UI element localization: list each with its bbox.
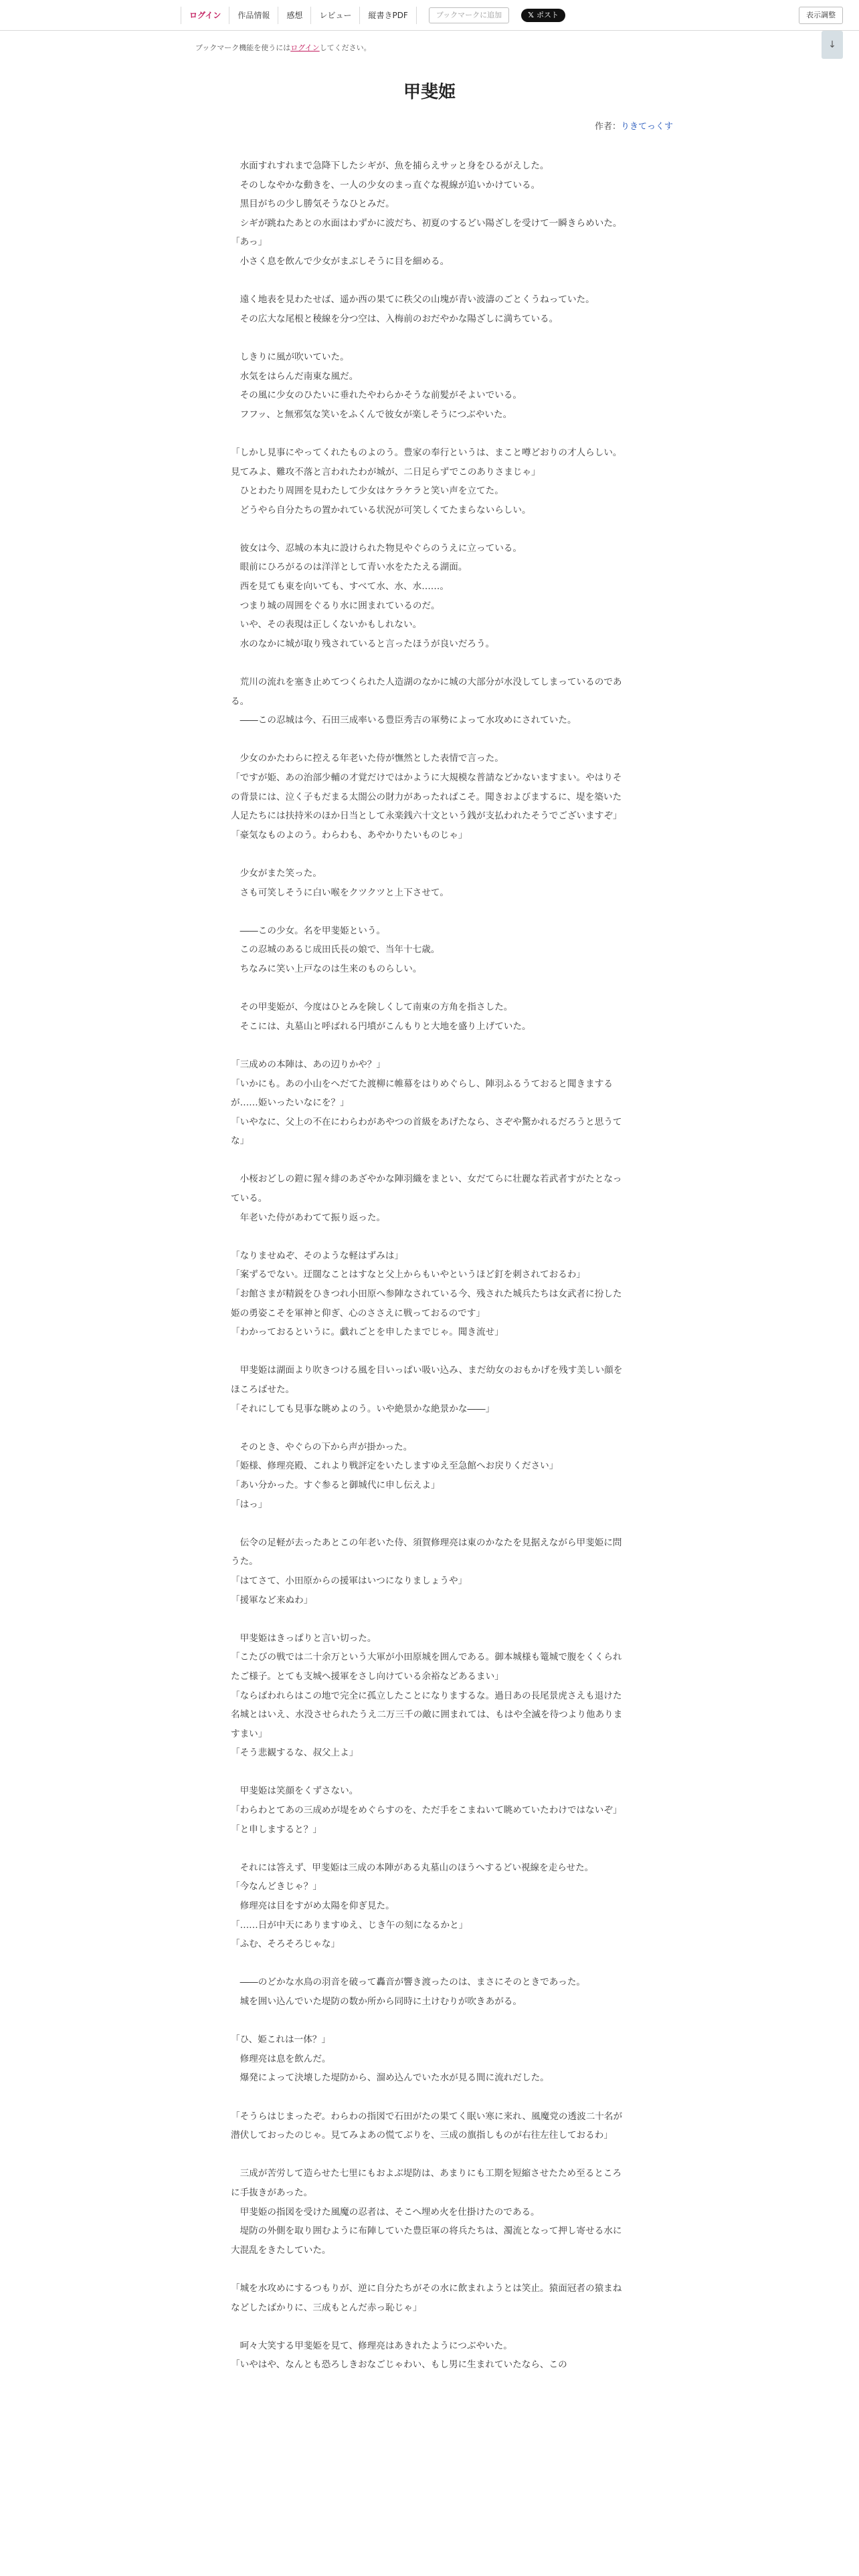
- x-logo-icon: 𝕏: [528, 11, 534, 19]
- novel-line: 遠く地表を見わたせば、遥か西の果てに秩父の山塊が青い波濤のごとくうねっていた。: [231, 294, 595, 306]
- paragraph-gap: [231, 902, 627, 922]
- paragraph-gap: [231, 1954, 627, 1973]
- novel-body: [231, 156, 627, 2375]
- paragraph-gap: [231, 1418, 627, 1438]
- review-link[interactable]: レビュー: [311, 7, 360, 24]
- bookmark-login-notice: [195, 42, 371, 53]
- novel-line: 「いやなに、父上の不在にわらわがあやつの首級をあげたなら、さぞや驚かれるだろうと思うてな」: [231, 1116, 622, 1147]
- novel-line: 「わかっておるというに。戯れごとを申したまでじゃ。聞き流せ」: [231, 1327, 504, 1338]
- display-settings-button[interactable]: 表示調整: [799, 7, 843, 24]
- novel-line: シギが跳ねたあとの水面はわずかに波だち、初夏のするどい陽ざしを受けて一瞬きらめいた。: [231, 217, 622, 229]
- novel-line: 堤防の外側を取り囲むように布陣していた豊臣軍の将兵たちは、濁流となって押し寄せる水に大混乱をきたしていた。: [231, 2226, 622, 2256]
- paragraph-gap: [231, 328, 627, 348]
- novel-line: 眼前にひろがるのは洋洋として青い水をたたえる湖面。: [231, 562, 468, 573]
- vertical-pdf-link[interactable]: 縦書きPDF: [360, 7, 416, 24]
- novel-line: その甲斐姫が、今度はひとみを険しくして南東の方角を指さした。: [231, 1002, 513, 1013]
- novel-line: 「それにしても見事な眺めよのう。いや絶景かな絶景かな――」: [231, 1403, 495, 1414]
- paragraph-gap: [231, 1610, 627, 1629]
- top-nav: [181, 7, 565, 24]
- author-label: 作者：: [594, 122, 621, 132]
- novel-line: 「姫様、修理亮殿、これより戦評定をいたしますゆえ至急館へお戻りください」: [231, 1461, 559, 1472]
- novel-line: 黒目がちの少し勝気そうなひとみだ。: [231, 199, 395, 210]
- paragraph-gap: [231, 1036, 627, 1055]
- paragraph-gap: [231, 2145, 627, 2165]
- paragraph-gap: [231, 1514, 627, 1533]
- paragraph-gap: [231, 1342, 627, 1362]
- novel-line: 水気をはらんだ南東な風だ。: [231, 370, 359, 382]
- paragraph-gap: [231, 845, 627, 864]
- novel-line: 「三成めの本陣は、あの辺りかや？」: [231, 1059, 386, 1070]
- paragraph-gap: [231, 1839, 627, 1858]
- novel-line: 少女がまた笑った。: [231, 867, 322, 879]
- novel-line: 「ですが姫、あの治部少輔の才覚だけではかように大規模な普請などかないますまい。やはりその背景には、泣く子もだまる太閤公の財力があったればこそ。聞きおよびまするに、堤を築いた人足たちには扶持米のほか日当として永楽銭六十文という銭が支払われたそうでございますぞ」: [231, 772, 622, 822]
- novel-line: さも可笑しそうに白い喉をクツクツと上下させて。: [231, 887, 449, 898]
- novel-line: 「ひ、姫これは一体？」: [231, 2034, 330, 2046]
- novel-line: 「はてさて、小田原からの援軍はいつになりましょうや」: [231, 1575, 468, 1586]
- novel-line: 「城を水攻めにするつもりが、逆に自分たちがその水に飲まれようとは笑止。猿面冠者の猿まねなどしたばかりに、三成もとんだ赤っ恥じゃ」: [231, 2282, 622, 2313]
- novel-line: 伝令の足軽が去ったあとこの年老いた侍、須賀修理亮は東のかなたを見据えながら甲斐姫に問うた。: [231, 1537, 622, 1568]
- novel-line: それには答えず、甲斐姫は三成の本陣がある丸墓山のほうへするどい視線を走らせた。: [231, 1862, 594, 1873]
- arrow-down-icon: ↓: [828, 39, 836, 50]
- novel-line: 小さく息を飲んで少女がまぶしそうに目を細める。: [231, 255, 450, 267]
- novel-line: 「あい分かった。すぐ参ると御城代に申し伝えよ」: [231, 1479, 440, 1491]
- notice-login-link[interactable]: ログイン: [290, 43, 320, 52]
- novel-title: 甲斐姫: [403, 82, 456, 102]
- novel-line: 「そう悲観するな、叔父上よ」: [231, 1747, 359, 1759]
- novel-line: ちなみに笑い上戸なのは生来のものらしい。: [231, 963, 422, 974]
- novel-line: その風に少女のひたいに垂れたやわらかそうな前髪がそよいでいる。: [231, 390, 522, 401]
- novel-line: 「案ずるでない。迂闊なことはすなと父上からもいやというほど釘を刺されておるわ」: [231, 1269, 586, 1281]
- top-bar: [0, 0, 859, 31]
- novel-line: 「わらわとてあの三成めが堤をめぐらすのを、ただ手をこまねいて眺めていたわけではないぞ」: [231, 1805, 622, 1816]
- novel-line: 修理亮は息を飲んだ。: [231, 2053, 331, 2064]
- novel-line: 呵々大笑する甲斐姫を見て、修理亮はあきれたようにつぶやいた。: [231, 2340, 512, 2351]
- novel-line: 「……日が中天にありますゆえ、じき午の刻になるかと」: [231, 1919, 468, 1931]
- novel-line: 小桜おどしの鎧に猩々緋のあざやかな陣羽織をまとい、女だてらに壮麗な若武者すがたとなっている。: [231, 1174, 622, 1204]
- novel-line: 彼女は今、忍城の本丸に設けられた物見やぐらのうえに立っている。: [231, 542, 522, 554]
- novel-line: 水のなかに城が取り残されていると言ったほうが良いだろう。: [231, 638, 495, 649]
- author-line: [595, 119, 673, 132]
- novel-line: そこには、丸墓山と呼ばれる円墳がこんもりと大地を盛り上げていた。: [231, 1021, 531, 1032]
- novel-line: 「こたびの戦では二十余万という大軍が小田原城を囲んである。御本城様も篭城で腹をくくられたご様子。とても支城へ援軍をさし向けている余裕などあるまい」: [231, 1652, 622, 1682]
- novel-line: そのしなやかな動きを、一人の少女のまっ直ぐな視線が追いかけている。: [231, 179, 541, 191]
- novel-line: 西を見ても東を向いても、すべて水、水、水……。: [231, 581, 449, 593]
- novel-line: 荒川の流れを塞き止めてつくられた人造湖のなかに城の大部分が水没してしまっているのである。: [231, 677, 622, 707]
- paragraph-gap: [231, 1763, 627, 1782]
- novel-line: 少女のかたわらに控える年老いた侍が憮然とした表情で言った。: [231, 753, 504, 764]
- notice-text-after: してください。: [319, 43, 371, 52]
- novel-line: 「なりませぬぞ、そのような軽はずみは」: [231, 1250, 404, 1261]
- novel-line: ――この忍城は今、石田三成率いる豊臣秀吉の軍勢によって水攻めにされていた。: [231, 715, 577, 726]
- paragraph-gap: [231, 653, 627, 673]
- novel-line: この忍城のあるじ成田氏長の娘で、当年十七歳。: [231, 944, 440, 956]
- novel-line: 「あっ」: [231, 237, 268, 248]
- novel-line: 「お館さまが精鋭をひきつれ小田原へ参陣なされている今、残された城兵たちは女武者に扮した姫の勇姿こそを軍神と仰ぎ、心のささえに戦っておるのです」: [231, 1289, 622, 1319]
- paragraph-gap: [231, 1227, 627, 1247]
- novel-line: 三成が苦労して造らせた七里にもおよぶ堤防は、あまりにも工期を短縮させたため至るところに手抜きがあった。: [231, 2168, 622, 2198]
- novel-line: その広大な尾根と稜線を分つ空は、入梅前のおだやかな陽ざしに満ちている。: [231, 313, 559, 324]
- novel-line: いや、その表現は正しくないかもしれない。: [231, 619, 422, 631]
- novel-line: そのとき、やぐらの下から声が掛かった。: [231, 1441, 413, 1453]
- paragraph-gap: [231, 2012, 627, 2031]
- paragraph-gap: [231, 520, 627, 539]
- novel-line: 甲斐姫の指図を受けた風魔の忍者は、そこへ埋め火を仕掛けたのである。: [231, 2206, 540, 2218]
- paragraph-gap: [231, 1151, 627, 1170]
- paragraph-gap: [231, 730, 627, 750]
- paragraph-gap: [231, 2088, 627, 2107]
- x-post-label: ポスト: [536, 11, 559, 19]
- author-link[interactable]: りきてっくす: [620, 122, 673, 132]
- impressions-link[interactable]: 感想: [278, 7, 311, 24]
- paragraph-gap: [231, 272, 627, 291]
- novel-line: 「ならばわれらはこの地で完全に孤立したことになりまするな。過日あの長尾景虎さえも退けた名城とはいえ、水没させられたうえ二万三千の敵に囲まれては、もはや全滅を待つより他ありますまい」: [231, 1690, 623, 1739]
- novel-line: どうやら自分たちの置かれている状況が可笑しくてたまらないらしい。: [231, 504, 531, 516]
- paragraph-gap: [231, 424, 627, 443]
- bookmark-button[interactable]: ブックマークに追加: [429, 7, 509, 23]
- paragraph-gap: [231, 979, 627, 998]
- x-post-button[interactable]: [521, 9, 565, 22]
- novel-line: 水面すれすれまで急降下したシギが、魚を捕らえサッと身をひるがえした。: [231, 160, 549, 171]
- novel-line: 爆発によって決壊した堤防から、溜め込んでいた水が見る間に流れだした。: [231, 2072, 549, 2084]
- novel-line: 「豪気なものよのう。わらわも、あやかりたいものじゃ」: [231, 829, 468, 841]
- novel-line: ――のどかな水鳥の羽音を破って轟音が響き渡ったのは、まさにそのときであった。: [231, 1977, 586, 1988]
- novel-line: ――この少女。名を甲斐姫という。: [231, 925, 386, 936]
- novel-line: フフッ、と無邪気な笑いをふくんで彼女が楽しそうにつぶやいた。: [231, 409, 512, 420]
- novel-line: しきりに風が吹いていた。: [231, 351, 349, 362]
- novel-line: 「今なんどきじゃ？」: [231, 1881, 322, 1893]
- novel-line: 甲斐姫は湖面より吹きつける風を目いっぱい吸い込み、まだ幼女のおもかげを残す美しい顔をほころばせた。: [231, 1365, 623, 1395]
- novel-line: 「と申しますると？」: [231, 1824, 322, 1835]
- novel-line: 甲斐姫はきっぱりと言い切った。: [231, 1632, 377, 1644]
- novel-line: 「援軍など来ぬわ」: [231, 1594, 313, 1606]
- novel-line: つまり城の周囲をぐるり水に囲まれているのだ。: [231, 600, 440, 611]
- novel-line: 修理亮は目をすがめ太陽を仰ぎ見た。: [231, 1901, 395, 1912]
- novel-line: 「いかにも。あの小山をへだてた渡柳に帷幕をはりめぐらし、陣羽ふるうておると聞きまするが……姫いったいなにを？」: [231, 1078, 613, 1109]
- novel-line: ひとわたり周囲を見わたして少女はケラケラと笑い声を立てた。: [231, 486, 504, 497]
- novel-line: 年老いた侍があわてて振り返った。: [231, 1212, 386, 1223]
- novel-line: 城を囲い込んでいた堤防の数か所から同時に土けむりが吹きあがる。: [231, 1996, 522, 2007]
- novel-line: 「はっ」: [231, 1499, 268, 1510]
- scroll-down-button[interactable]: [822, 31, 843, 59]
- novel-line: 「そうらはじまったぞ。わらわの指図で石田がたの果てく眠い寒に来れ、風魔党の透波二十名が潜伏しておったのじゃ。見てみよあの慌てぶりを、三成の旗指しものが右往左往しておるわ」: [231, 2111, 623, 2141]
- novel-line: 「いやはや、なんとも恐ろしきおなごじゃわい、もし男に生まれていたなら、この: [231, 2359, 567, 2371]
- novel-line: 甲斐姫は笑顔をくずさない。: [231, 1786, 359, 1797]
- paragraph-gap: [231, 2317, 627, 2337]
- notice-text-before: ブックマーク機能を使うには: [195, 43, 291, 52]
- paragraph-gap: [231, 2260, 627, 2279]
- login-link[interactable]: ログイン: [181, 7, 229, 24]
- work-info-link[interactable]: 作品情報: [229, 7, 278, 24]
- novel-line: 「しかし見事にやってくれたものよのう。豊家の奉行というは、まこと噂どおりの才人らしい。見てみよ、難攻不落と言われたわが城が、二日足らずでこのありさまじゃ」: [231, 447, 622, 477]
- novel-line: 「ふむ、そろそろじゃな」: [231, 1939, 341, 1950]
